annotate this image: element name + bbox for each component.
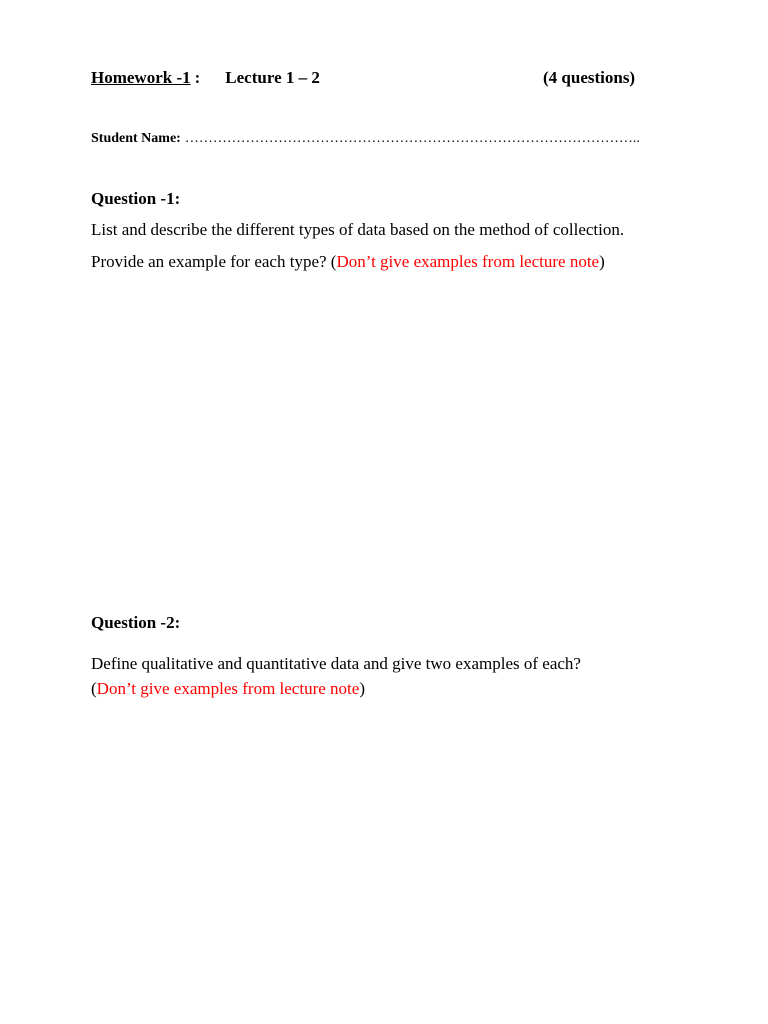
- question-1-text-line-1: List and describe the different types of data based on the method of collection.: [91, 220, 625, 239]
- homework-title: Homework -1: [91, 68, 191, 87]
- question-1-text-line-2: [91, 252, 605, 272]
- question-1-line-2-suffix: ): [599, 252, 605, 271]
- question-1-line-2-prefix: Provide an example for each type? (: [91, 252, 337, 271]
- question-2-line-2-suffix: ): [359, 679, 365, 698]
- student-name-blank: ……………………………………………………………………………………..: [184, 131, 640, 146]
- homework-header: [91, 68, 636, 88]
- question-1-heading: Question -1:: [91, 189, 181, 208]
- student-name-label: Student Name:: [91, 131, 181, 146]
- homework-colon: :: [194, 68, 201, 87]
- question-2-line-2-prefix: (: [91, 679, 97, 698]
- question-2-note: Don’t give examples from lecture note: [96, 679, 360, 698]
- question-count: (4 questions): [543, 68, 636, 87]
- student-name-line: [91, 131, 640, 147]
- lecture-range: Lecture 1 – 2: [225, 68, 320, 87]
- question-1-note: Don’t give examples from lecture note: [336, 252, 600, 271]
- question-2-heading: Question -2:: [91, 613, 181, 632]
- question-2-text-line-1: Define qualitative and quantitative data and give two examples of each?: [91, 654, 581, 673]
- question-2-text-line-2: [91, 679, 365, 699]
